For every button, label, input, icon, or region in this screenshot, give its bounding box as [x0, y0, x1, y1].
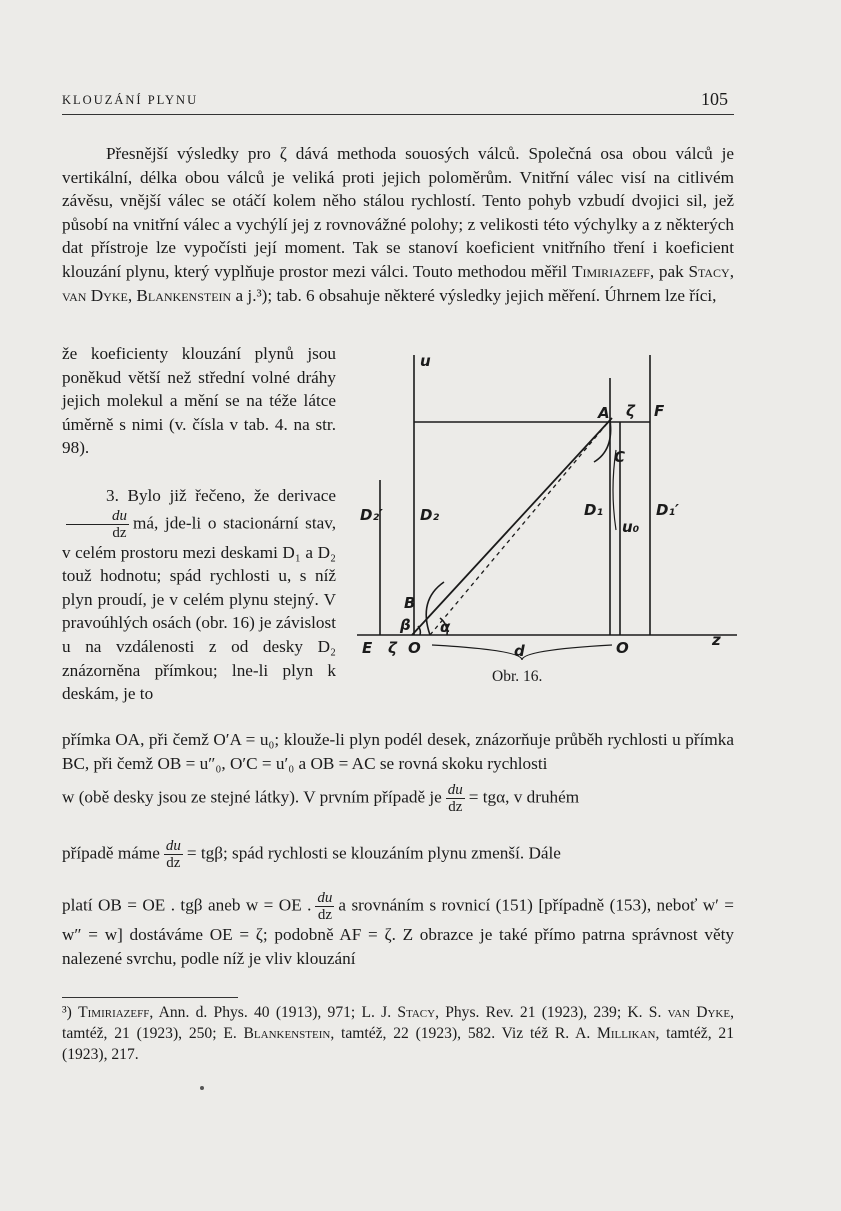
fraction-du-dz: [66, 508, 129, 541]
p2-full-4b: a srovnáním s rovnicí (151) [případně (153), neboť w′ = w″ = w] dostáváme OE = ζ; podobně AF = ζ. Z obrazce je také přímo patrna správnost věty nalezené svrchu, podle níž je vliv klouzání: [62, 895, 735, 968]
p2-full-3a: případě máme: [62, 843, 160, 863]
fraction-denominator-2: dz: [448, 799, 463, 815]
line-bc: [412, 418, 612, 635]
figure-caption: Obr. 16.: [492, 668, 543, 685]
p1-author-timiriazeff: Timiriazeff: [571, 261, 650, 281]
fn-van-dyke: van Dyke: [667, 1004, 731, 1021]
label-o-prime: O: [616, 639, 629, 657]
fn-text-8: , tamtéž, 22 (1923), 582. Viz též R. A.: [330, 1024, 598, 1042]
footnote-rule: [62, 997, 238, 998]
fn-blankenstein: Blankenstein: [243, 1024, 331, 1042]
running-head: KLOUZÁNÍ PLYNU: [62, 93, 199, 107]
paragraph-1: [62, 142, 734, 307]
label-o: O: [408, 639, 421, 657]
fn-stacy: Stacy: [397, 1004, 436, 1021]
p2-full-2a: w (obě desky jsou ze stejné látky). V prvním případě je: [62, 787, 442, 807]
fn-text-4: , Phys. Rev. 21 (1923), 239; K. S.: [435, 1004, 668, 1021]
p1-text-a: Přesnější výsledky pro ζ dává methoda souosých válců. Společná osa obou válců je vertikální, délka obou válců je veliká proti jejich poloměrům. Vnitřní válec visí na citlivém závěsu, vnější válec se otáčí kolem něho stálou rychlostí. Tento pohyb vzbudí dvojici sil, jež působí na vnitřní válec a vychýlí jej z rovnovážné polohy; z velikosti této výchylky a z některých dat přístroje lze vypočísti její moment. Tak se stanoví koeficient vnitřního tření i koeficient klouzání plynu, který vyplňuje prostor mezi válci. Touto methodou měřil: [62, 144, 734, 281]
p2-full-2b: = tgα, v druhém: [468, 787, 580, 807]
fn-timiriazeff: Timiriazeff: [78, 1004, 150, 1021]
fraction-numerator-3: du: [165, 838, 181, 854]
fraction-du-dz-2: [446, 782, 465, 815]
footnote: [62, 1003, 734, 1065]
fn-millikan: Millikan: [597, 1024, 656, 1042]
label-zeta-bottom: ζ: [388, 639, 397, 657]
print-speck: [200, 1086, 204, 1090]
p2-after-fraction: má, jde-li o stacionární stav, v celém prostoru mezi deskami D₁ a D₂ touž hodnotu; spád rychlosti u, s níž plyn proudí, je v celém plynu stejný. V pravoúhlých osách (obr. 16) je závislost u na vzdálenosti z od desky D₂ znázorněna přímkou; lne-li plyn k deskám, je to: [62, 513, 336, 704]
figure-diagram: [352, 350, 742, 660]
paragraph-2-full-2: [62, 782, 734, 815]
footnote-mark: ³): [62, 1004, 79, 1021]
label-alpha: α: [440, 618, 451, 636]
fraction-du-dz-4: [315, 890, 334, 923]
label-e: E: [362, 639, 373, 657]
paragraph-2-full-3: [62, 838, 734, 871]
paragraph-2-full-4: [62, 890, 734, 970]
fraction-numerator: du: [66, 508, 129, 525]
p2-full-4a: platí OB = OE . tgβ aneb w = OE .: [62, 895, 312, 915]
fraction-numerator-2: du: [447, 782, 463, 798]
p1-text-b: , pak: [649, 261, 689, 281]
label-a: A: [598, 404, 610, 422]
fn-text-2: , Ann. d. Phys. 40 (1913), 971; L. J.: [149, 1004, 398, 1021]
fraction-denominator-3: dz: [166, 855, 181, 871]
paragraph-2-full-1: přímka OA, při čemž O′A = u₀; klouže-li plyn podél desek, znázorňuje průběh rychlosti u přímka BC, při čemž OB = u″₀, O′C = u′₀ a OB = AC se rovná skoku rychlosti: [62, 730, 734, 773]
label-u0: u₀: [622, 518, 640, 536]
p1-text-c: a j.³); tab. 6 obsahuje některé výsledky jejich měření. Úhrnem lze říci,: [231, 285, 717, 305]
label-d: d: [514, 642, 525, 660]
page-number: 105: [701, 89, 728, 109]
brace-d-right: [522, 645, 612, 660]
paragraph-2-narrow: [62, 484, 336, 706]
label-f: F: [654, 402, 665, 420]
fraction-numerator-4: du: [317, 890, 333, 906]
page-header: [62, 86, 734, 115]
label-u: u: [420, 352, 431, 370]
label-d2-prime: D₂′: [360, 506, 383, 524]
p1-authors: Stacy, van Dyke, Blankenstein: [62, 261, 734, 305]
label-beta: β: [400, 616, 411, 634]
label-d2: D₂: [420, 506, 440, 524]
curve-near-c: [594, 420, 611, 462]
brace-d-left: [432, 645, 522, 660]
paragraph-1-narrow: že koeficienty klouzání plynů jsou poněkud větší než střední volné dráhy jejich molekul a mění se na téže látce úměrně s nimi (v. čísla v tab. 4. na str. 98).: [62, 344, 336, 458]
label-z: z: [712, 631, 721, 649]
p2-full-3b: = tgβ; spád rychlosti se klouzáním plynu zmenší. Dále: [186, 843, 561, 863]
label-b: B: [404, 594, 416, 612]
label-c: C: [614, 448, 626, 466]
fraction-denominator: dz: [112, 524, 127, 541]
label-zeta-top: ζ: [626, 402, 635, 420]
label-d1-prime: D₁′: [656, 501, 679, 519]
label-d1: D₁: [584, 501, 604, 519]
fraction-du-dz-3: [164, 838, 183, 871]
fraction-denominator-4: dz: [317, 907, 332, 923]
p2-start: 3. Bylo již řečeno, že derivace: [106, 486, 336, 505]
line-oa-dashed: [430, 420, 610, 635]
figure-16: [352, 350, 742, 690]
fn-text-10: , tamtéž, 21 (1923), 217.: [62, 1024, 734, 1063]
fn-text-6: , tamtéž, 21 (1923), 250; E.: [62, 1004, 734, 1042]
